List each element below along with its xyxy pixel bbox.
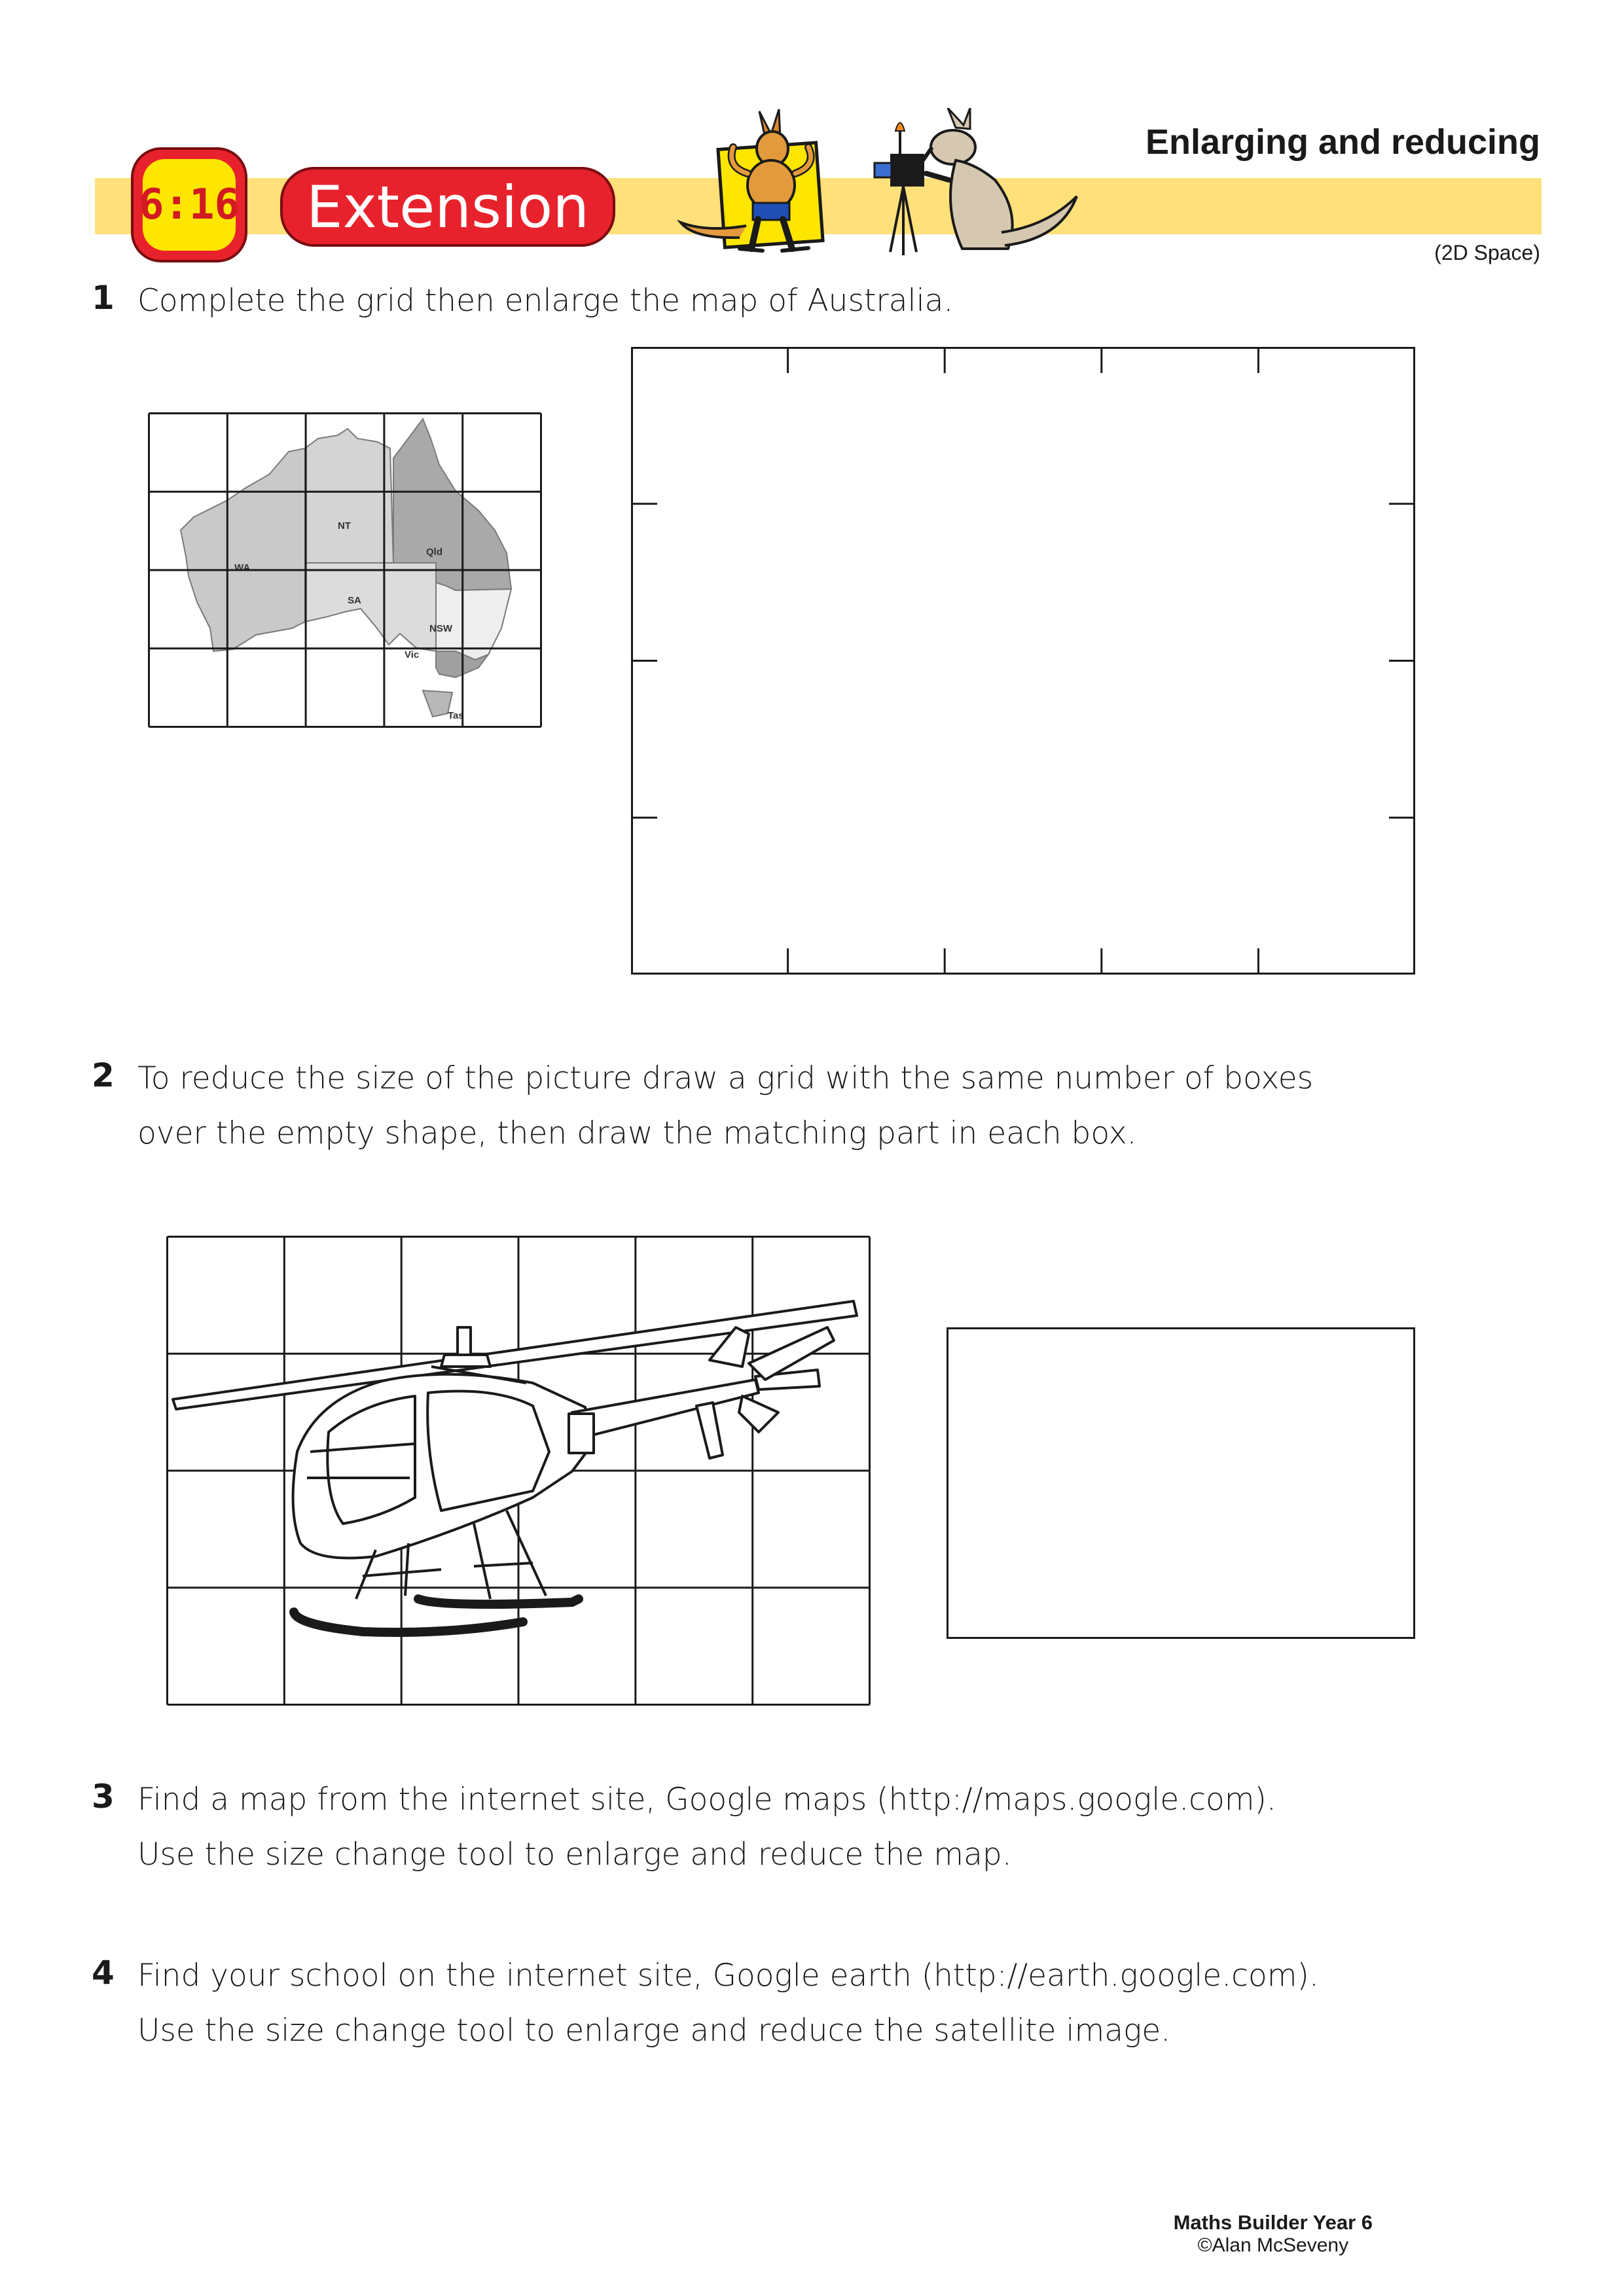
map-region-nt <box>305 429 393 563</box>
topic-title: Enlarging and reducing <box>1145 122 1540 162</box>
map-label-qld: Qld <box>426 547 442 558</box>
footer-book-title: Maths Builder Year 6 <box>1173 2211 1373 2234</box>
map-region-wa <box>181 448 305 651</box>
reduction-empty-shape[interactable] <box>947 1327 1415 1639</box>
australia-map-grid <box>148 412 542 728</box>
photographer-kangaroo-icon <box>875 108 1077 255</box>
map-region-sa <box>305 563 436 651</box>
map-label-wa: WA <box>234 562 251 573</box>
map-label-nsw: NSW <box>429 623 452 634</box>
enlargement-frame[interactable] <box>631 347 1415 975</box>
question-2-text <box>137 1051 1313 1161</box>
question-3-number: 3 <box>92 1778 115 1816</box>
question-4-line-1: Find your school on the internet site, Google earth (http://earth.google.com). <box>137 1958 1319 1994</box>
question-3-line-1: Find a map from the internet site, Google maps (http://maps.google.com). <box>137 1782 1276 1818</box>
question-1-line-1: Complete the grid then enlarge the map of Australia. <box>137 283 954 319</box>
helicopter-drawing <box>173 1301 857 1599</box>
question-1-number: 1 <box>92 279 115 317</box>
kangaroo-mascot-icons <box>668 108 1087 265</box>
question-4-text <box>137 1948 1319 2058</box>
map-label-vic: Vic <box>405 649 420 660</box>
question-4-line-2: Use the size change tool to enlarge and reduce the satellite image. <box>137 2013 1171 2049</box>
question-1-text <box>137 274 953 329</box>
map-label-nt: NT <box>338 520 351 531</box>
strand-label: (2D Space) <box>1434 241 1540 264</box>
question-2-number: 2 <box>92 1056 115 1094</box>
question-3-text <box>137 1772 1276 1882</box>
question-3-line-2: Use the size change tool to enlarge and reduce the map. <box>137 1837 1012 1873</box>
helicopter-skids <box>294 1599 579 1632</box>
lesson-number-badge <box>131 147 247 262</box>
footer <box>1174 2211 1373 2257</box>
extension-badge: Extension <box>280 167 615 247</box>
question-4-number: 4 <box>92 1954 115 1992</box>
lesson-number: 6:16 <box>143 159 236 251</box>
helicopter-grid <box>166 1236 871 1706</box>
question-2-line-1: To reduce the size of the picture draw a grid with the same number of boxes <box>137 1060 1314 1096</box>
map-label-tas: Tas <box>448 710 464 721</box>
map-label-sa: SA <box>348 595 361 606</box>
strongman-kangaroo-icon <box>681 109 823 251</box>
footer-copyright: ©Alan McSeveny <box>1197 2234 1349 2256</box>
question-2-line-2: over the empty shape, then draw the matching part in each box. <box>137 1115 1137 1151</box>
